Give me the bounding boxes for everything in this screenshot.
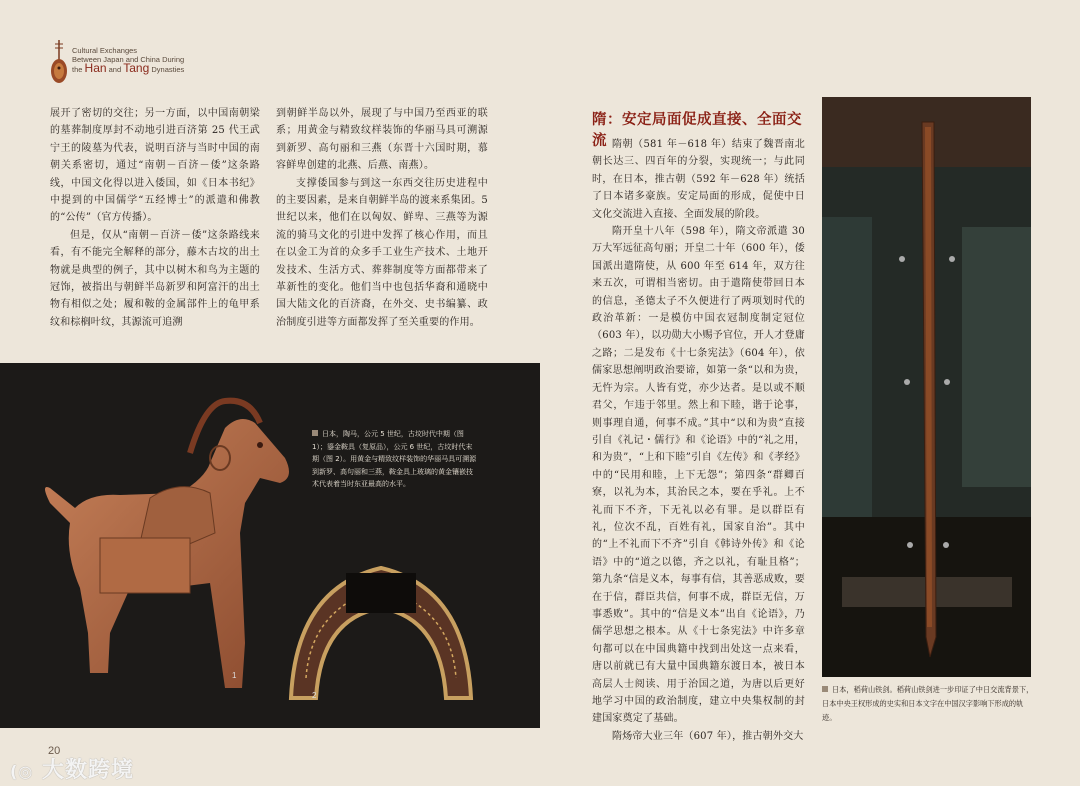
museum-display-image [822, 97, 1031, 677]
artifact-photo-panel [0, 363, 540, 728]
paragraph: 但是，仅从“南朝－百济－倭”这条路线来看，有不能完全解释的部分，藤木古坟的出土物就是典型的例子，其中以树木和鸟为主题的冠饰，被指出与朝鲜半岛新罗和阿富汗的出土物有相似之处；履和鞍的金属部件上的龟甲系纹和棕榈叶纹，其源流可追溯 [50, 229, 260, 328]
header-line-3: the Han and Tang Dynasties [72, 61, 185, 75]
paragraph: 支撑倭国参与到这一东西交往历史进程中的主要因素，是来自朝鲜半岛的渡来系集团。5 世纪以来，他们在以匈奴、鲜卑、三燕等为源流的骑马文化的引进中发挥了核心作用，而且在以金工为首的众多手工业生产技术、土地开发技术、生活方式、葬葬制度等方面都带来了革新性的变化。他们当中也包括华裔和通晓中国大陆文化的百济裔，在外交、史书编纂、政治制度引进等方面都发挥了至关重要的作用。 [276, 177, 488, 328]
figure-number-1: 1 [232, 671, 237, 680]
header-line-1: Cultural Exchanges [72, 46, 138, 55]
text-column-3 [592, 136, 805, 745]
paragraph: 隋朝（581 年－618 年）结束了魏晋南北朝长达三、四百年的分裂，实现统一；与此同时，在日本，推古朝（592 年－628 年）统括了日本诸多豪族。安定局面的形成，促使中日文化交流进入直接、全面发展的阶段。 [592, 139, 805, 220]
running-header [50, 38, 230, 88]
sword-caption: 日本，稻荷山铁剑。稻荷山铁剑进一步印证了中日交流背景下，日本中央王权形成的史实和日本文字在中国汉字影响下形成的轨迹。 [822, 685, 1034, 722]
clay-horse-image [30, 383, 330, 723]
iron-sword-photo [822, 97, 1031, 677]
gilt-saddle-image [286, 558, 476, 708]
paragraph: 到朝鲜半岛以外，展现了与中国乃至西亚的联系；用黄金与精致纹样装饰的华丽马具可溯源到新罗、高句丽和三燕（东晋十六国时期，慕容鲜卑创建的北燕、后燕、南燕）。 [276, 108, 488, 172]
paragraph: 隋开皇十八年（598 年），隋文帝派遣 30 万大军远征高句丽；开皇二十年（600 年），倭国派出遣隋使，从 600 年至 614 年，双方往来五次，可谓相当密切。由于遣隋使带回日本的信息，圣德太子不久便进行了两项划时代的政治革新：一是模仿中国衣冠制度制定冠位（603 年），以功勋大小赐予官位，开人才登庸之路；二是发布《十七条宪法》（604 年），依儒家思想阐明政治要谛，如第一条“以和为贵，无忤为宗。人皆有党，亦少达者。是以或不顺君父，乍违于邻里。然上和下睦，谐于论事，则事理自通，何事不成。”其中“以和为贵”直接引自《礼记・儒行》和《论语》中的“礼之用，和为贵”，“上和下睦”引自《左传》和《孝经》中的“民用和睦，上下无怨”；第四条“群卿百寮，以礼为本，其治民之本，要在乎礼。上不礼而下不齐，下无礼以必有罪。是以群臣有礼，位次不乱，百姓有礼，国家自治”。其中的“上不礼而下不齐”引自《韩诗外传》和《论语》中的“道之以德，齐之以礼，有耻且格”；第九条“信是义本，每事有信，其善恶成败，要在于信，群臣共信，何事不成，群臣无信，万事悉败”。其中的“信是义本”出自《论语》，乃儒学思想之根本。从《十七条宪法》中许多章句都可以在中国典籍中找到出处这一点来看，唐以前就已有大量中国典籍东渡日本，被日本高层人士阅读、用于治国之道，为唐以后更好地学习中国的政治制度，建立中央集权制的封建国家奠定了基础。 [592, 226, 805, 725]
pipa-lute-icon [50, 38, 68, 84]
page-number: 20 [48, 745, 61, 757]
figure-number-2: 2 [312, 691, 317, 700]
header-text [72, 46, 184, 74]
watermark-logo-icon: (◎ [10, 762, 34, 781]
header-line-2: Between Japan and China During [72, 55, 185, 64]
caption-bullet-icon [312, 430, 318, 436]
paragraph: 隋炀帝大业三年（607 年），推古朝外交大 [612, 730, 804, 742]
text-column-2 [276, 105, 488, 331]
paragraph: 展开了密切的交往；另一方面，以中国南朝梁的墓葬制度厚封不动地引进百济第 25 代王武宁王的陵墓为代表，说明百济与当时中国的南朝关系密切，通过“南朝－百济－倭”这条路线，中国文化得以进入倭国，如《日本书纪》中提到的中国儒学“五经博士”的派遣和佛教的“公传”（官方传播）。 [50, 108, 260, 224]
section-title: 隋：安定局面促成直接、全面交流 [592, 111, 802, 149]
text-column-1 [50, 105, 260, 331]
caption-bullet-icon [822, 686, 828, 692]
artifact-caption: 日本，陶马，公元 5 世纪，古坟时代中期（图 1）；鎏金鞍具（复原品），公元 6 世纪，古坟时代末期（图 2）。用黄金与精致纹样装饰的华丽马具可溯源到新罗、高句丽和三燕，鞍金具上玻璃的黄金镶嵌技术代表着当时东亚最高的水平。 [312, 430, 477, 488]
watermark: (◎ 大数跨境 [10, 758, 134, 783]
